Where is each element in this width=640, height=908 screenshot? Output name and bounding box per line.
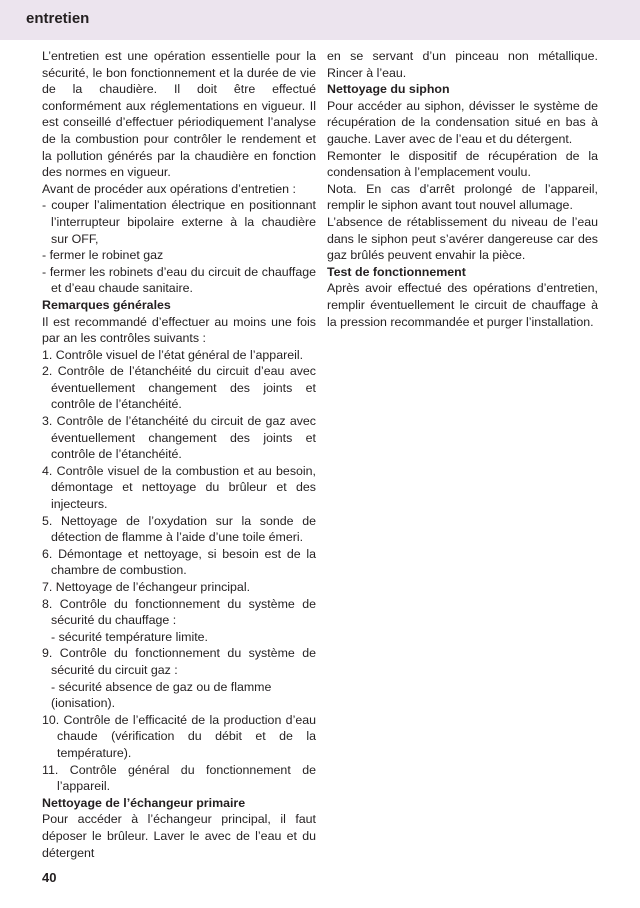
step-item: - fermer les robinets d’eau du circuit de chauffage et d’eau chaude sanitaire.	[42, 264, 316, 296]
general-heading: Remarques générales	[42, 297, 171, 312]
check-item: 9. Contrôle du fonctionnement du système de sécurité du circuit gaz :	[42, 646, 316, 677]
step-item: - couper l’alimentation électrique en positionnant l’interrupteur bipolaire externe à la chaudière sur OFF,	[42, 198, 316, 246]
step-item: - fermer le robinet gaz	[42, 248, 164, 263]
check-item: 11. Contrôle général du fonctionnement de l’appareil.	[42, 762, 316, 794]
page-number: 40	[42, 870, 57, 885]
siphon-heading: Nettoyage du siphon	[327, 82, 450, 97]
check-item: 10. Contrôle de l’efficacité de la production d’eau chaude (vérification du débit et de la température).	[42, 712, 316, 760]
siphon-note: Nota. En cas d’arrêt prolongé de l’appareil, remplir le siphon avant tout nouvel allumage.	[327, 181, 598, 213]
test-heading: Test de fonctionnement	[327, 264, 466, 279]
check-item: 2. Contrôle de l’étanchéité du circuit d’eau avec éventuellement changement des joints et contrôle de l’étanchéité.	[42, 364, 316, 412]
check-subitem: - sécurité température limite.	[51, 629, 209, 644]
general-intro: Il est recommandé d’effectuer au moins une fois par an les contrôles suivants :	[42, 314, 316, 346]
page-title: entretien	[26, 10, 90, 27]
check-item: 4. Contrôle visuel de la combustion et au besoin, démontage et nettoyage du brûleur et des injecteurs.	[42, 463, 316, 512]
check-item: 8. Contrôle du fonctionnement du système de sécurité du chauffage :	[42, 596, 316, 628]
exchanger-heading: Nettoyage de l’échangeur primaire	[42, 795, 246, 810]
right-column	[327, 48, 598, 330]
siphon-warning: L’absence de rétablissement du niveau de l’eau dans le siphon peut s’avérer dangereuse car des gaz brûlés peuvent envahir la pièce.	[327, 214, 598, 263]
check-item: 3. Contrôle de l’étanchéité du circuit de gaz avec éventuellement changement des joints et contrôle de l’étanchéité.	[42, 414, 316, 462]
siphon-paragraph: Remonter le dispositif de récupération de la condensation à l’emplacement voulu.	[327, 148, 598, 180]
check-item: 1. Contrôle visuel de l’état général de l’appareil.	[42, 347, 304, 362]
left-column	[42, 48, 316, 861]
test-paragraph: Après avoir effectué des opérations d’entretien, remplir éventuellement le circuit de chauffage à la pression recommandée et purger l’installation.	[327, 281, 598, 329]
check-item: 6. Démontage et nettoyage, si besoin est de la chambre de combustion.	[42, 546, 316, 578]
before-paragraph: Avant de procéder aux opérations d’entretien :	[42, 181, 296, 196]
check-item: 5. Nettoyage de l’oxydation sur la sonde de détection de flamme à l’aide d’une toile émeri.	[42, 513, 316, 545]
exchanger-paragraph: Pour accéder à l’échangeur principal, il faut déposer le brûleur. Laver le avec de l’eau et du détergent	[42, 812, 316, 860]
header-band	[0, 0, 640, 40]
siphon-paragraph: Pour accéder au siphon, dévisser le système de récupération de la condensation situé en bas à gauche. Laver avec de l’eau et du détergent.	[327, 98, 598, 146]
intro-paragraph: L’entretien est une opération essentielle pour la sécurité, le bon fonctionnement et la durée de vie de la chaudière. Il doit être effectué conformément aux réglementations en vigueur. Il est conseillé d’effectuer périodiquement l’analyse de la combustion pour contrôler le rendement et la pollution générés par la chaudière en fonction des normes en vigueur.	[42, 49, 316, 180]
exchanger-continued: en se servant d’un pinceau non métallique. Rincer à l’eau.	[327, 49, 598, 80]
check-subitem: - sécurité absence de gaz ou de flamme (ionisation).	[51, 679, 272, 711]
check-item: 7. Nettoyage de l’échangeur principal.	[42, 580, 251, 594]
